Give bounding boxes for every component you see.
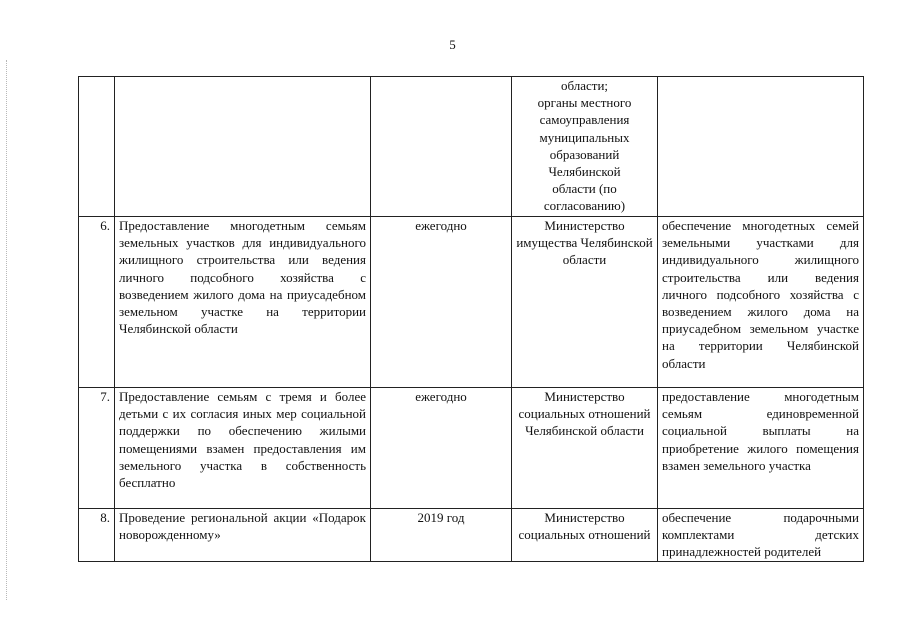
cell-num bbox=[79, 77, 115, 217]
scan-edge-artifact bbox=[6, 60, 7, 600]
executor-line: области; bbox=[560, 78, 609, 93]
table-row-continuation bbox=[79, 77, 864, 217]
executor-line: Челябинской bbox=[548, 164, 621, 180]
term-text: ежегодно bbox=[371, 217, 512, 388]
result-text: обеспечение многодетных семей земельными участками для индивидуального жилищного строительства или ведения личного подсобного хозяйства с возведением жилого дома на приусадебном земельном участке на территории Челябинской области bbox=[658, 217, 864, 388]
executor-line: образований bbox=[549, 146, 620, 162]
cell-term bbox=[371, 77, 512, 217]
measures-table bbox=[78, 76, 864, 562]
executor-line: области (по bbox=[552, 181, 617, 197]
event-text: Предоставление семьям с тремя и более детьми с их согласия иных мер социальной поддержки по обеспечению жилыми помещениями взамен предоставления им земельного участка в собственность бесплатно bbox=[115, 388, 371, 509]
row-number: 6. bbox=[79, 217, 115, 388]
cell-result bbox=[658, 77, 864, 217]
event-text: Проведение региональной акции «Подарок новорожденному» bbox=[115, 509, 371, 562]
table-row bbox=[79, 509, 864, 562]
executor-text: Министерство имущества Челябинской области bbox=[512, 217, 658, 388]
executor-line: органы местного bbox=[537, 95, 632, 111]
result-text: предоставление многодетным семьям единовременной социальной выплаты на приобретение жилого помещения взамен земельного участка bbox=[658, 388, 864, 509]
table-row bbox=[79, 388, 864, 509]
result-text: обеспечение подарочными комплектами детских принадлежностей родителей bbox=[658, 509, 864, 562]
cell-executor bbox=[512, 77, 658, 217]
executor-line: согласованию) bbox=[543, 198, 626, 214]
executor-line: самоуправления bbox=[539, 112, 630, 128]
row-number: 7. bbox=[79, 388, 115, 509]
executor-line: муниципальных bbox=[539, 129, 630, 145]
row-number: 8. bbox=[79, 509, 115, 562]
term-text: 2019 год bbox=[371, 509, 512, 562]
executor-text: Министерство социальных отношений Челябинской области bbox=[512, 388, 658, 509]
cell-event bbox=[115, 77, 371, 217]
table-row bbox=[79, 217, 864, 388]
executor-text: Министерство социальных отношений bbox=[512, 509, 658, 562]
page-number: 5 bbox=[449, 37, 456, 52]
term-text: ежегодно bbox=[371, 388, 512, 509]
event-text: Предоставление многодетным семьям земельных участков для индивидуального жилищного строительства или ведения личного подсобного хозяйства с возведением жилого дома на приусадебном земельном участке на территории Челябинской области bbox=[115, 217, 371, 388]
